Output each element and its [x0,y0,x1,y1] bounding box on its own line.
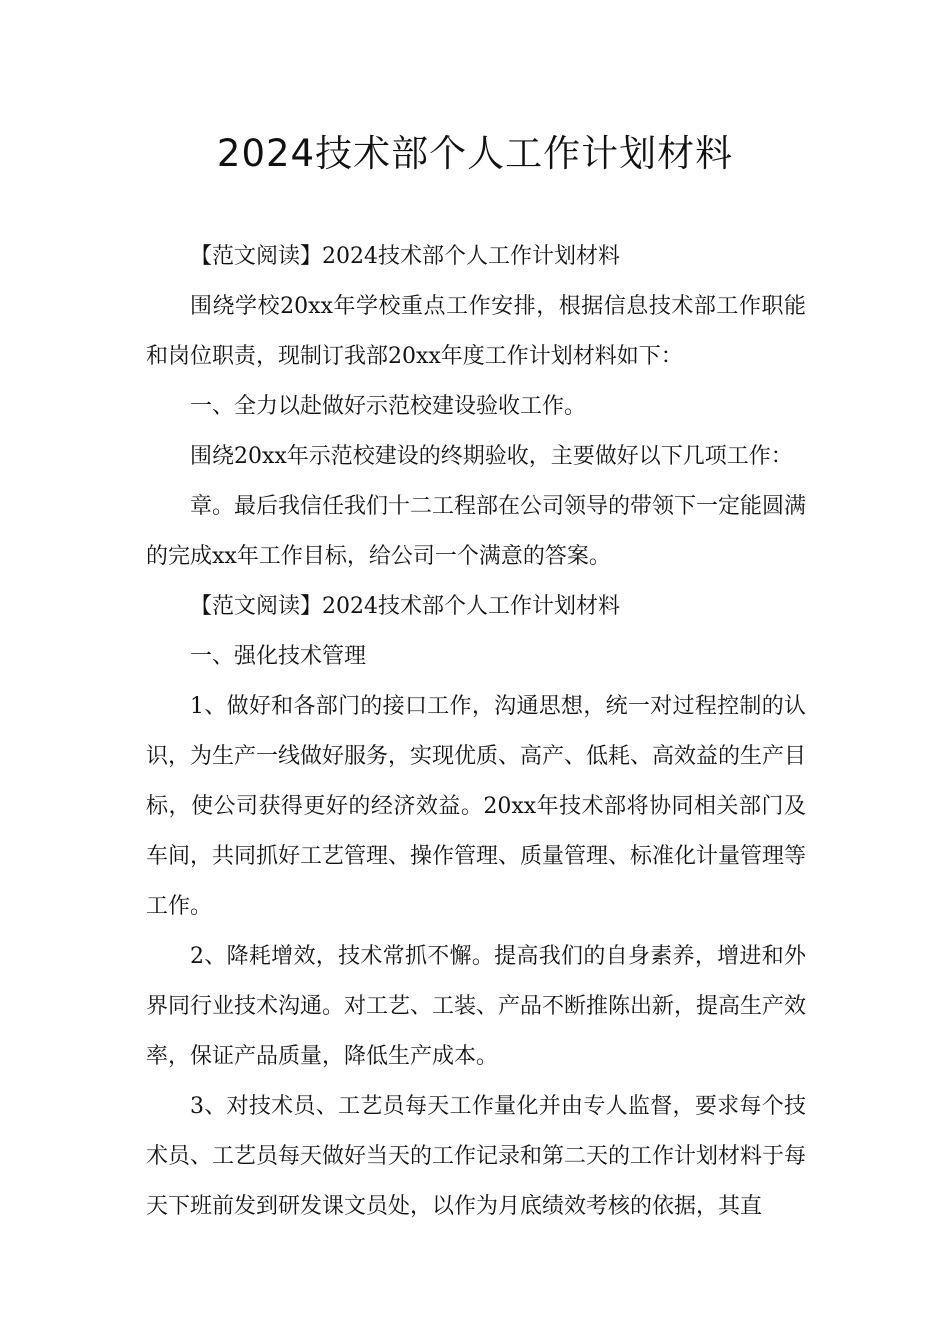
paragraph: 围绕20xx年示范校建设的终期验收，主要做好以下几项工作： [190,444,793,469]
document-title: 2024技术部个人工作计划材料 [216,132,734,175]
paragraph: 一、全力以赴做好示范校建设验收工作。 [190,394,587,419]
paragraph: 2、降耗增效，技术常抓不懈。提高我们的自身素养，增进和外界同行业技术沟通。对工艺、工装、产品不断推陈出新，提高生产效率，保证产品质量，降低生产成本。 [146,944,807,1069]
paragraph: 一、强化技术管理 [190,644,367,669]
paragraph: 3、对技术员、工艺员每天工作量化并由专人监督，要求每个技术员、工艺员每天做好当天的工作记录和第二天的工作计划材料于每天下班前发到研发课文员处，以作为月底绩效考核的依据，其直 [146,1094,807,1219]
paragraph: 1、做好和各部门的接口工作，沟通思想，统一对过程控制的认识，为生产一线做好服务，实现优质、高产、低耗、高效益的生产目标，使公司获得更好的经济效益。20xx年技术部将协同相关部门及车间，共同抓好工艺管理、操作管理、质量管理、标准化计量管理等工作。 [146,694,807,919]
paragraph: 章。最后我信任我们十二工程部在公司领导的带领下一定能圆满的完成xx年工作目标，给公司一个满意的答案。 [146,494,807,569]
document-body [146,232,806,1232]
paragraph: 围绕学校20xx年学校重点工作安排，根据信息技术部工作职能和岗位职责，现制订我部20xx年度工作计划材料如下： [146,294,806,369]
paragraph: 【范文阅读】2024技术部个人工作计划材料 [190,594,620,619]
paragraph: 【范文阅读】2024技术部个人工作计划材料 [190,244,620,269]
